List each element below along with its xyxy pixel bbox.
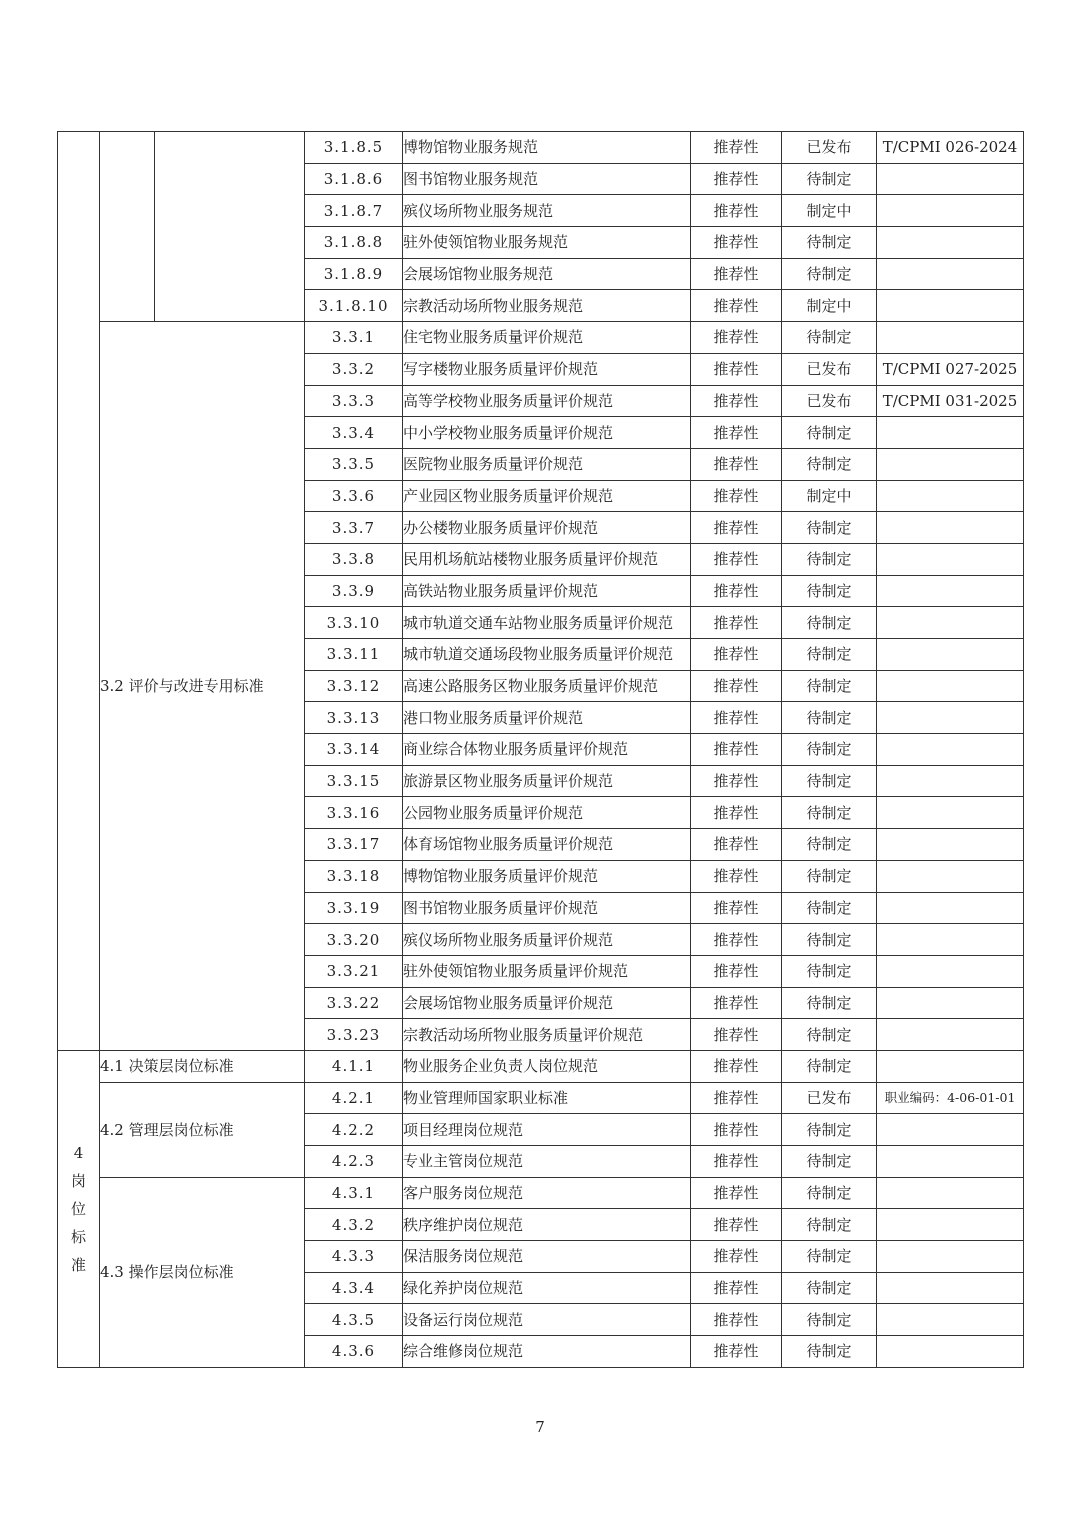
standard-remark [877,924,1024,956]
standard-status: 待制定 [782,448,877,480]
standard-name: 产业园区物业服务质量评价规范 [403,480,691,512]
standard-name: 秩序维护岗位规范 [403,1209,691,1241]
section-4-label [58,1050,100,1367]
standard-code: 3.3.18 [305,860,403,892]
standard-type: 推荐性 [691,765,782,797]
standard-name: 专业主管岗位规范 [403,1146,691,1178]
standard-name: 体育场馆物业服务质量评价规范 [403,829,691,861]
standard-type: 推荐性 [691,892,782,924]
standard-code: 3.1.8.7 [305,195,403,227]
standard-status: 待制定 [782,1177,877,1209]
table-row [58,132,1024,164]
standard-name: 项目经理岗位规范 [403,1114,691,1146]
standard-type: 推荐性 [691,702,782,734]
standard-type: 推荐性 [691,860,782,892]
standard-code: 3.3.17 [305,829,403,861]
standard-name: 博物馆物业服务规范 [403,132,691,164]
standard-status: 待制定 [782,512,877,544]
standard-status: 待制定 [782,955,877,987]
standard-name: 殡仪场所物业服务质量评价规范 [403,924,691,956]
standard-code: 3.3.12 [305,670,403,702]
standard-remark [877,1050,1024,1082]
subsection-3-1-cell [100,132,155,322]
standard-remark [877,829,1024,861]
section-4-label-char: 标 [70,1227,86,1246]
standard-code: 4.3.2 [305,1209,403,1241]
standard-name: 港口物业服务质量评价规范 [403,702,691,734]
standard-type: 推荐性 [691,1241,782,1273]
standard-remark [877,448,1024,480]
standard-status: 已发布 [782,1082,877,1114]
standard-code: 3.3.5 [305,448,403,480]
standard-status: 待制定 [782,1336,877,1368]
standard-name: 绿化养护岗位规范 [403,1272,691,1304]
standard-status: 待制定 [782,227,877,259]
standard-code: 3.3.15 [305,765,403,797]
standard-status: 待制定 [782,607,877,639]
standard-type: 推荐性 [691,1209,782,1241]
standard-code: 4.2.2 [305,1114,403,1146]
standard-status: 待制定 [782,1304,877,1336]
standard-code: 3.3.13 [305,702,403,734]
standard-code: 4.2.3 [305,1146,403,1178]
standard-name: 高等学校物业服务质量评价规范 [403,385,691,417]
standard-type: 推荐性 [691,195,782,227]
standard-remark [877,797,1024,829]
standard-remark [877,575,1024,607]
standard-name: 驻外使领馆物业服务质量评价规范 [403,955,691,987]
standard-remark [877,702,1024,734]
standard-status: 待制定 [782,1019,877,1051]
standard-status: 制定中 [782,480,877,512]
standard-remark [877,1336,1024,1368]
standard-code: 3.3.4 [305,417,403,449]
standard-status: 已发布 [782,385,877,417]
standard-type: 推荐性 [691,385,782,417]
standard-remark [877,1272,1024,1304]
standard-code: 3.3.9 [305,575,403,607]
standard-name: 中小学校物业服务质量评价规范 [403,417,691,449]
standard-type: 推荐性 [691,607,782,639]
standard-remark [877,512,1024,544]
standard-remark [877,765,1024,797]
subsection-label: 4.1 决策层岗位标准 [100,1050,305,1082]
standard-name: 公园物业服务质量评价规范 [403,797,691,829]
standard-status: 待制定 [782,829,877,861]
standard-status: 待制定 [782,543,877,575]
standard-remark: T/CPMI 026-2024 [877,132,1024,164]
table-row [58,322,1024,354]
standard-name: 城市轨道交通场段物业服务质量评价规范 [403,639,691,671]
standard-code: 3.3.7 [305,512,403,544]
standard-code: 3.3.3 [305,385,403,417]
standard-name: 医院物业服务质量评价规范 [403,448,691,480]
standard-status: 待制定 [782,892,877,924]
table-row [58,1050,1024,1082]
standard-remark [877,227,1024,259]
standard-type: 推荐性 [691,480,782,512]
standard-name: 图书馆物业服务质量评价规范 [403,892,691,924]
standard-type: 推荐性 [691,1272,782,1304]
section-4-label-char: 准 [70,1255,86,1274]
section-4-label-char: 岗 [70,1171,86,1190]
standard-remark [877,1209,1024,1241]
standard-status: 制定中 [782,290,877,322]
standard-status: 待制定 [782,1050,877,1082]
standard-type: 推荐性 [691,1304,782,1336]
standard-type: 推荐性 [691,734,782,766]
standard-status: 待制定 [782,1241,877,1273]
standard-status: 待制定 [782,417,877,449]
standard-type: 推荐性 [691,1177,782,1209]
standard-remark [877,1146,1024,1178]
standard-code: 3.3.19 [305,892,403,924]
table-row [58,1082,1024,1114]
standard-remark: T/CPMI 031-2025 [877,385,1024,417]
standard-status: 待制定 [782,765,877,797]
standard-status: 待制定 [782,1114,877,1146]
standard-code: 4.2.1 [305,1082,403,1114]
standard-status: 待制定 [782,1209,877,1241]
subsection-label: 4.3 操作层岗位标准 [100,1177,305,1367]
section-3-cell [58,132,100,1051]
standard-status: 待制定 [782,322,877,354]
standard-name: 民用机场航站楼物业服务质量评价规范 [403,543,691,575]
standard-status: 待制定 [782,987,877,1019]
standard-name: 住宅物业服务质量评价规范 [403,322,691,354]
standard-code: 3.3.2 [305,353,403,385]
standard-code: 3.3.10 [305,607,403,639]
standard-remark: 职业编码：4-06-01-01 [877,1082,1024,1114]
standard-status: 待制定 [782,258,877,290]
standard-status: 待制定 [782,1146,877,1178]
standard-code: 3.1.8.9 [305,258,403,290]
subsection-label: 3.2 评价与改进专用标准 [100,322,305,1051]
table-row [58,1177,1024,1209]
standard-name: 城市轨道交通车站物业服务质量评价规范 [403,607,691,639]
standard-remark [877,480,1024,512]
standard-type: 推荐性 [691,322,782,354]
page-number: 7 [535,1418,545,1436]
standard-code: 3.3.1 [305,322,403,354]
standard-status: 待制定 [782,575,877,607]
standard-name: 博物馆物业服务质量评价规范 [403,860,691,892]
standard-name: 图书馆物业服务规范 [403,163,691,195]
standard-type: 推荐性 [691,543,782,575]
standard-name: 综合维修岗位规范 [403,1336,691,1368]
standard-code: 3.1.8.10 [305,290,403,322]
standard-type: 推荐性 [691,290,782,322]
standard-code: 3.3.6 [305,480,403,512]
standard-status: 待制定 [782,797,877,829]
standard-code: 4.3.3 [305,1241,403,1273]
standard-status: 待制定 [782,670,877,702]
standard-type: 推荐性 [691,353,782,385]
standard-name: 物业服务企业负责人岗位规范 [403,1050,691,1082]
standard-type: 推荐性 [691,797,782,829]
standard-remark [877,639,1024,671]
standard-code: 4.3.5 [305,1304,403,1336]
standard-remark [877,734,1024,766]
standard-status: 待制定 [782,639,877,671]
standard-name: 旅游景区物业服务质量评价规范 [403,765,691,797]
standard-remark [877,607,1024,639]
standard-type: 推荐性 [691,448,782,480]
standard-name: 驻外使领馆物业服务规范 [403,227,691,259]
standard-remark [877,543,1024,575]
standard-code: 4.1.1 [305,1050,403,1082]
subsection-label: 4.2 管理层岗位标准 [100,1082,305,1177]
standard-name: 商业综合体物业服务质量评价规范 [403,734,691,766]
standard-code: 3.3.22 [305,987,403,1019]
standard-type: 推荐性 [691,1146,782,1178]
standard-type: 推荐性 [691,1050,782,1082]
standard-status: 待制定 [782,860,877,892]
standard-type: 推荐性 [691,829,782,861]
standard-name: 物业管理师国家职业标准 [403,1082,691,1114]
standard-code: 3.3.14 [305,734,403,766]
standard-type: 推荐性 [691,512,782,544]
standard-name: 会展场馆物业服务质量评价规范 [403,987,691,1019]
standard-remark [877,163,1024,195]
standard-type: 推荐性 [691,670,782,702]
standard-status: 待制定 [782,163,877,195]
standard-code: 3.1.8.8 [305,227,403,259]
standard-name: 宗教活动场所物业服务规范 [403,290,691,322]
standard-code: 3.3.23 [305,1019,403,1051]
standard-name: 宗教活动场所物业服务质量评价规范 [403,1019,691,1051]
standard-remark: T/CPMI 027-2025 [877,353,1024,385]
standard-type: 推荐性 [691,132,782,164]
standard-name: 殡仪场所物业服务规范 [403,195,691,227]
standard-type: 推荐性 [691,924,782,956]
section-4-label-char: 4 [73,1143,84,1162]
standard-name: 写字楼物业服务质量评价规范 [403,353,691,385]
standard-type: 推荐性 [691,417,782,449]
standard-status: 已发布 [782,353,877,385]
standard-name: 客户服务岗位规范 [403,1177,691,1209]
standard-remark [877,1114,1024,1146]
standard-name: 高铁站物业服务质量评价规范 [403,575,691,607]
standard-code: 4.3.4 [305,1272,403,1304]
standard-status: 待制定 [782,924,877,956]
standard-name: 高速公路服务区物业服务质量评价规范 [403,670,691,702]
standard-code: 3.3.16 [305,797,403,829]
standard-remark [877,258,1024,290]
standard-code: 4.3.1 [305,1177,403,1209]
standard-type: 推荐性 [691,1114,782,1146]
standard-name: 会展场馆物业服务规范 [403,258,691,290]
standard-type: 推荐性 [691,227,782,259]
table-body [58,132,1024,1368]
standard-remark [877,987,1024,1019]
standard-remark [877,670,1024,702]
standard-code: 4.3.6 [305,1336,403,1368]
standard-name: 设备运行岗位规范 [403,1304,691,1336]
standard-code: 3.3.11 [305,639,403,671]
standard-type: 推荐性 [691,575,782,607]
standard-code: 3.3.21 [305,955,403,987]
standard-type: 推荐性 [691,1019,782,1051]
section-4-label-char: 位 [70,1199,86,1218]
standard-type: 推荐性 [691,955,782,987]
standard-remark [877,955,1024,987]
standard-code: 3.3.8 [305,543,403,575]
standard-status: 待制定 [782,702,877,734]
standard-remark [877,417,1024,449]
standard-type: 推荐性 [691,987,782,1019]
standard-code: 3.1.8.5 [305,132,403,164]
standard-remark [877,322,1024,354]
standard-remark [877,892,1024,924]
standard-status: 制定中 [782,195,877,227]
standard-name: 办公楼物业服务质量评价规范 [403,512,691,544]
standard-status: 待制定 [782,734,877,766]
standard-remark [877,1177,1024,1209]
standard-type: 推荐性 [691,1082,782,1114]
standard-remark [877,195,1024,227]
standard-remark [877,860,1024,892]
standard-type: 推荐性 [691,258,782,290]
standard-remark [877,290,1024,322]
standard-type: 推荐性 [691,1336,782,1368]
standards-table [57,131,1024,1368]
standard-name: 保洁服务岗位规范 [403,1241,691,1273]
subsection-3-1-8-cell [155,132,305,322]
standard-remark [877,1241,1024,1273]
standard-type: 推荐性 [691,163,782,195]
standard-type: 推荐性 [691,639,782,671]
standard-remark [877,1304,1024,1336]
standard-code: 3.1.8.6 [305,163,403,195]
standard-remark [877,1019,1024,1051]
standard-status: 待制定 [782,1272,877,1304]
standard-status: 已发布 [782,132,877,164]
standard-code: 3.3.20 [305,924,403,956]
